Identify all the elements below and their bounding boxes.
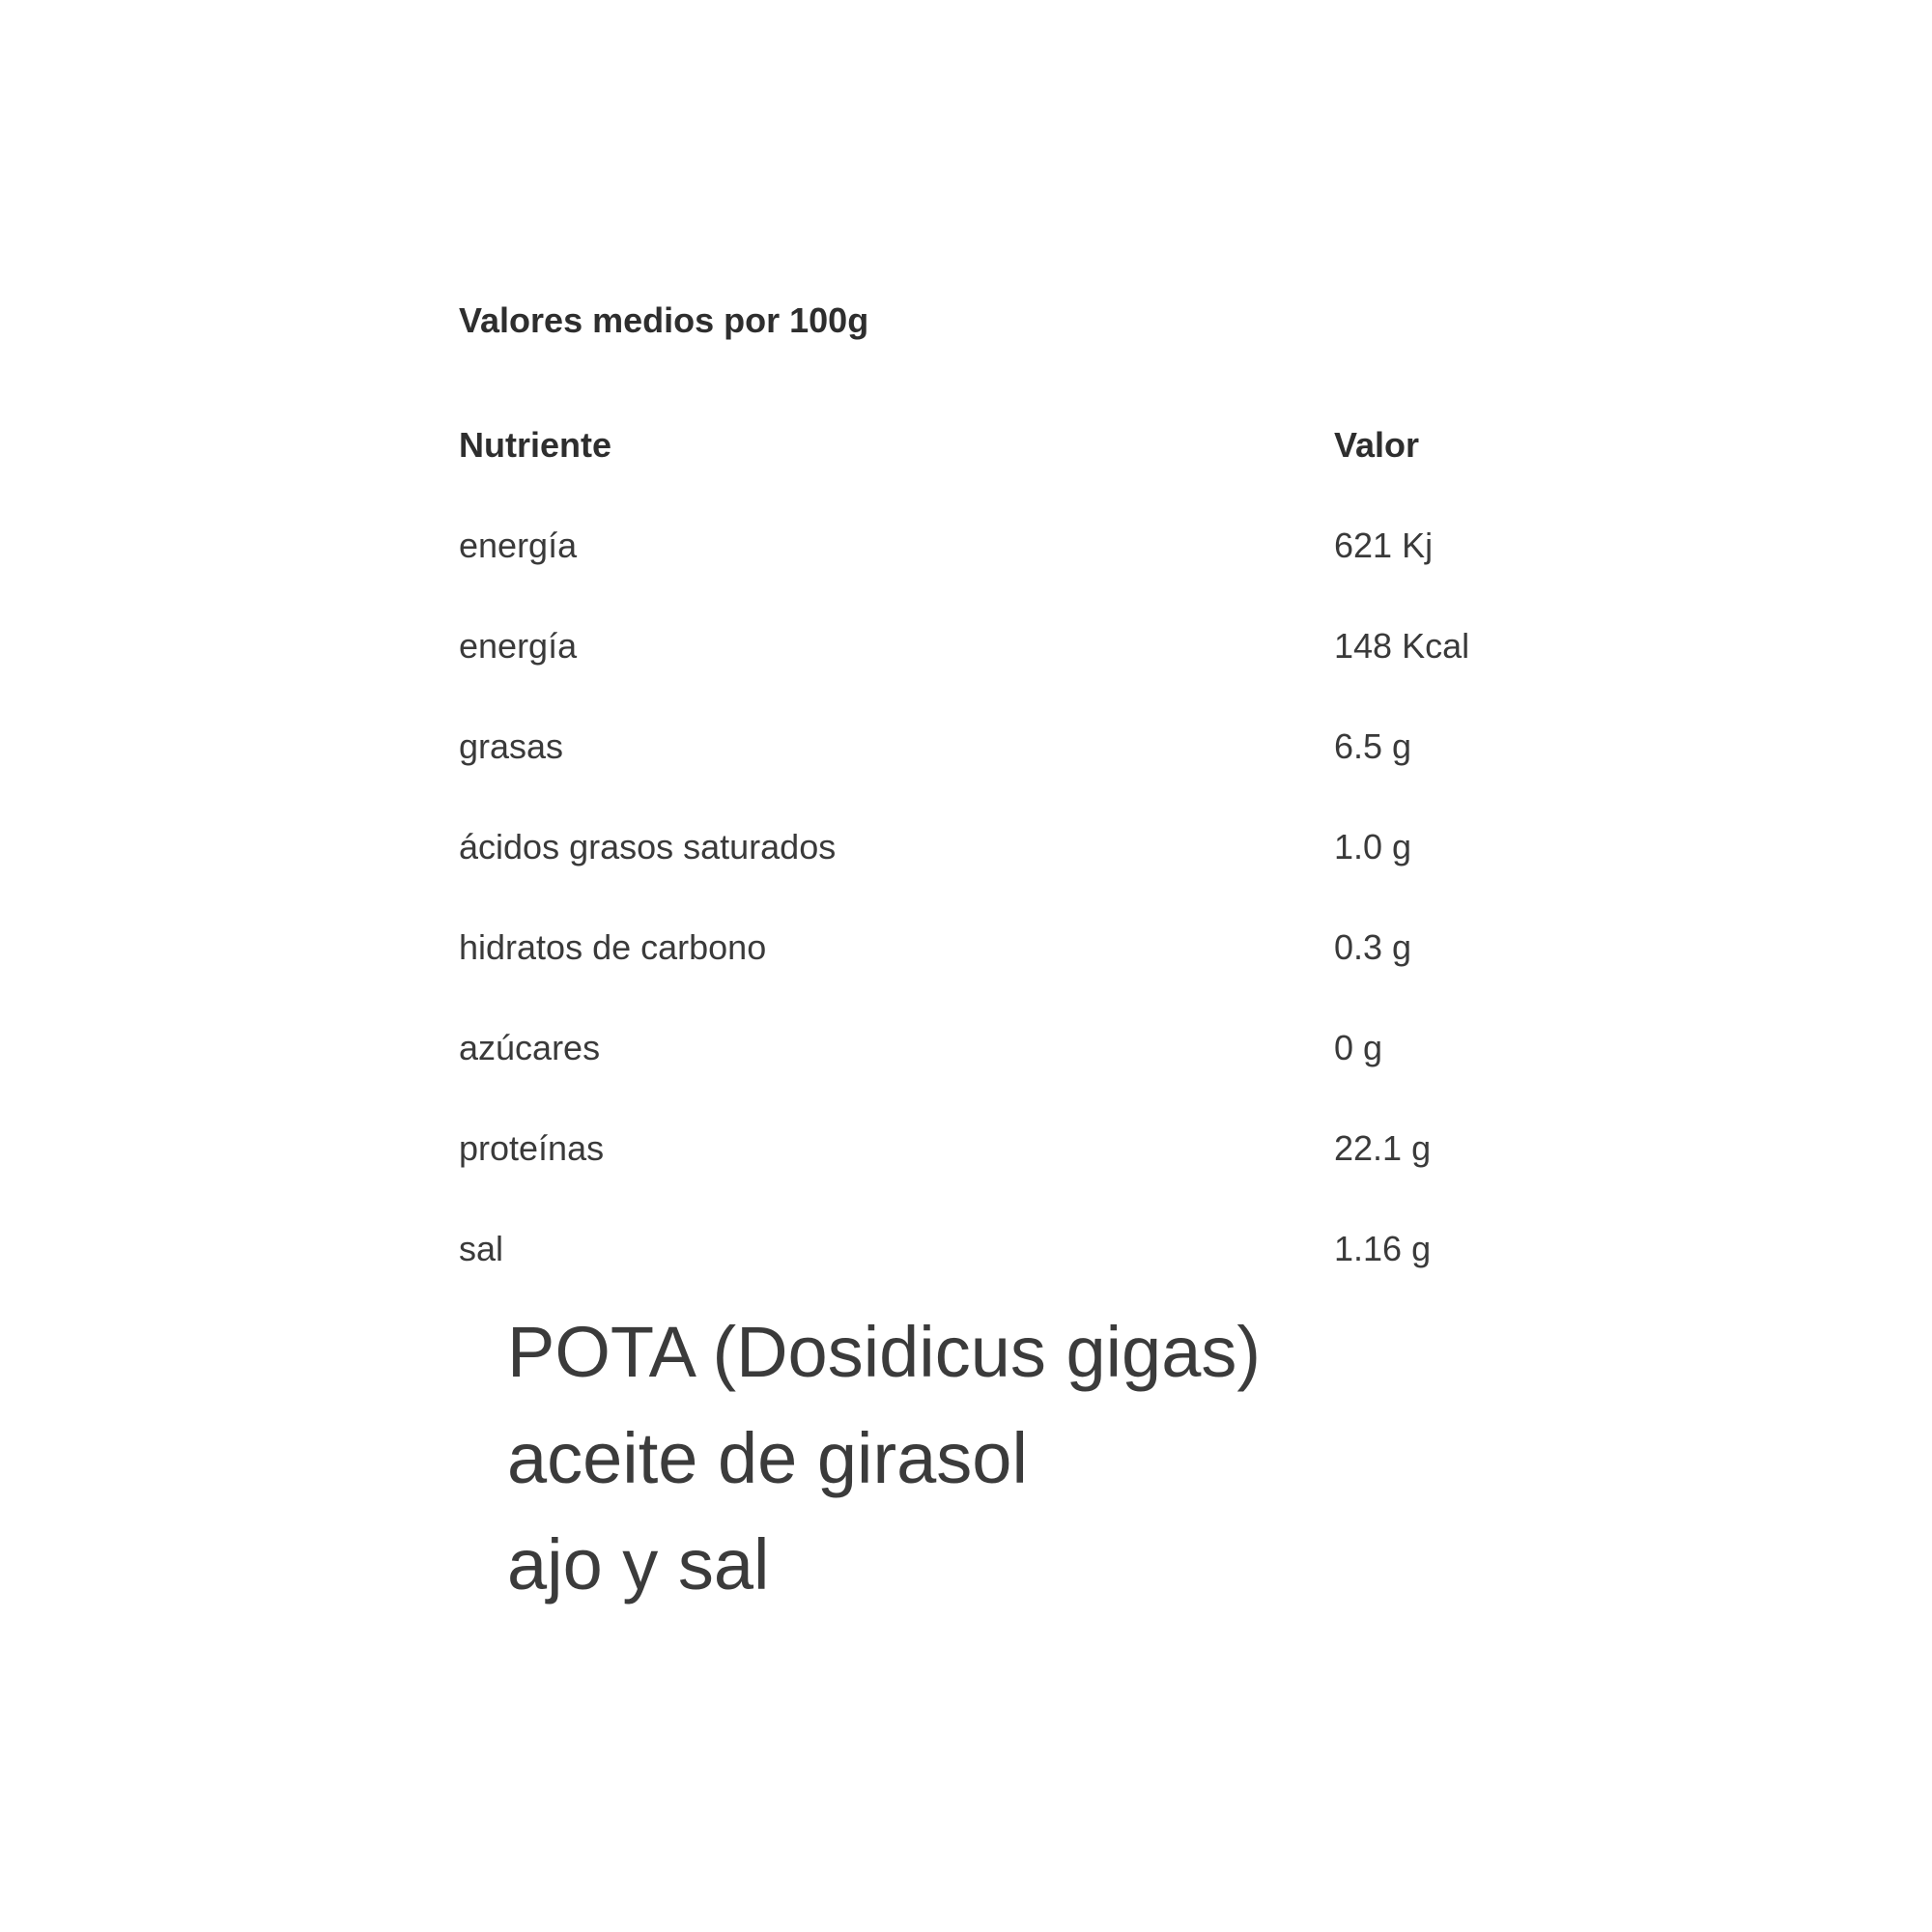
- nutrient-name: ácidos grasos saturados: [459, 827, 837, 867]
- nutrient-value: 6.5 g: [1334, 726, 1412, 766]
- ingredient-line: POTA (Dosidicus gigas): [507, 1312, 1261, 1392]
- nutrient-value: 1.0 g: [1334, 827, 1412, 867]
- nutrient-value: 0.3 g: [1334, 927, 1412, 967]
- table-header-row: [459, 395, 1618, 496]
- nutrition-facts: [459, 295, 1618, 1299]
- nutrient-name: energía: [459, 626, 578, 666]
- table-row: [459, 1199, 1618, 1299]
- nutrient-name: hidratos de carbono: [459, 927, 767, 967]
- table-row: [459, 797, 1618, 897]
- nutrient-value: 22.1 g: [1334, 1128, 1432, 1168]
- nutrient-name: energía: [459, 526, 578, 565]
- nutrient-name: azúcares: [459, 1028, 601, 1067]
- nutrient-value: 0 g: [1334, 1028, 1383, 1067]
- nutrition-table: [459, 395, 1618, 1299]
- nutrient-value: 1.16 g: [1334, 1229, 1432, 1268]
- table-row: [459, 1098, 1618, 1199]
- nutrition-title: Valores medios por 100g: [459, 300, 869, 340]
- table-row: [459, 696, 1618, 797]
- table-row: [459, 897, 1618, 998]
- table-row: [459, 998, 1618, 1098]
- nutrient-value: 621 Kj: [1334, 526, 1434, 565]
- table-row: [459, 596, 1618, 696]
- ingredient-line: ajo y sal: [507, 1524, 770, 1605]
- value-column-header: Valor: [1334, 425, 1420, 465]
- nutrient-column-header: Nutriente: [459, 425, 612, 465]
- nutrient-value: 148 Kcal: [1334, 626, 1470, 666]
- nutrient-name: proteínas: [459, 1128, 605, 1168]
- nutrient-name: grasas: [459, 726, 564, 766]
- ingredient-line: aceite de girasol: [507, 1418, 1028, 1498]
- ingredients-list: [507, 1299, 1763, 1618]
- table-row: [459, 496, 1618, 596]
- nutrient-name: sal: [459, 1229, 504, 1268]
